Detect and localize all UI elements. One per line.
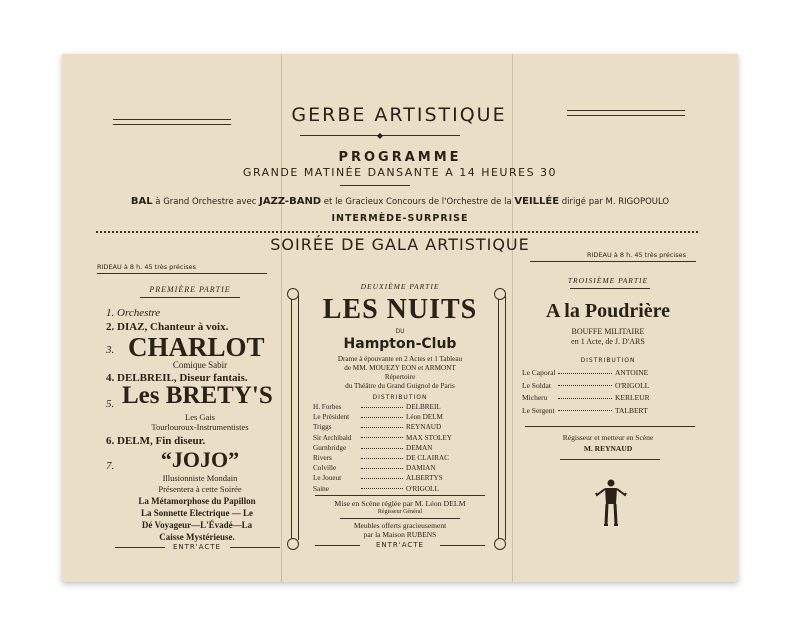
ornament-rule <box>140 297 240 298</box>
play-du: DU <box>395 328 405 335</box>
jazz-band-label: JAZZ-BAND <box>259 196 322 207</box>
act-orchestre: 1. Orchestre <box>106 307 161 319</box>
play-description: de MM. MOUEZY EON et ARMONT <box>344 364 456 372</box>
regie-credit: Régisseur et metteur en Scène <box>562 433 654 442</box>
deuxieme-partie-heading: DEUXIÈME PARTIE <box>360 282 440 291</box>
ornament-rule <box>315 495 485 496</box>
intermede-line: INTERMÈDE-SURPRISE <box>331 213 469 224</box>
cast-role: Rivers <box>313 454 332 462</box>
ornament-rule <box>340 185 410 186</box>
cast-row <box>313 403 441 411</box>
programme-heading: PROGRAMME <box>338 150 462 165</box>
meubles-credit: par la Maison RUBENS <box>363 530 437 539</box>
ornament-rule <box>440 545 485 546</box>
play-description: du Théâtre du Grand Guignol de Paris <box>345 382 455 390</box>
cast-actor: O'RIGOLL <box>615 380 650 390</box>
dotted-leader <box>361 437 403 438</box>
ornament-knob <box>494 538 506 550</box>
act-bretys: Les BRETY'S <box>122 382 273 409</box>
act-jojo: “JOJO” <box>160 447 240 472</box>
cast-actor: REYNAUD <box>406 423 442 432</box>
distribution-heading: DISTRIBUTION <box>372 394 428 401</box>
ornament-rule <box>525 426 695 427</box>
cast-actor: ANTOINE <box>615 368 649 377</box>
bretys-subtitle: Les Gais <box>185 412 215 422</box>
bal-line <box>100 196 700 207</box>
cast-role: Colville <box>313 464 337 473</box>
cast-role: Le Joueur <box>313 474 342 483</box>
ornament-rule <box>567 115 685 116</box>
troisieme-partie-heading: TROISIÈME PARTIE <box>567 276 649 285</box>
butler-figure-icon <box>594 478 628 528</box>
fold-line <box>512 54 513 582</box>
jojo-trick: La Métamorphose du Papillon <box>138 496 256 506</box>
cast-row <box>313 423 441 431</box>
cast-row <box>313 474 443 482</box>
cast-actor: DE CLAIRAC <box>406 454 449 462</box>
ornament-rule <box>567 110 685 111</box>
veillee-label: VEILLÉE <box>514 196 560 207</box>
cast-actor: DELBREIL <box>406 403 441 411</box>
charlot-subtitle: Comique Sabir <box>172 360 228 370</box>
cast-role: Micheru <box>522 393 548 402</box>
mise-en-scene: Mise en Scène réglée par M. Léon DELM <box>334 499 466 508</box>
act-number: 7. <box>106 460 115 472</box>
act-delm: 6. DELM, Fin diseur. <box>106 435 206 447</box>
dotted-leader <box>361 427 403 428</box>
cast-role: Le Sergent <box>522 405 555 415</box>
cast-actor: TALBERT <box>615 405 648 415</box>
bal-text: et le Gracieux Concours de l'Orchestre de la <box>321 197 515 207</box>
act-charlot: CHARLOT <box>128 332 265 362</box>
ornament-diamond: ◆ <box>376 131 384 140</box>
act-number: 5. <box>106 398 115 410</box>
jojo-trick: La Sonnette Electrique — Le <box>141 508 253 518</box>
cast-role: Gurnbridge <box>313 443 347 452</box>
ornament-post <box>291 295 299 540</box>
cast-row <box>313 464 436 472</box>
play-title: A la Poudrière <box>545 300 671 322</box>
cast-row <box>313 454 449 462</box>
cast-row <box>313 485 439 493</box>
ornament-rule <box>97 273 267 274</box>
rideau-time-left: RIDEAU à 8 h. 45 très précises <box>97 263 196 271</box>
ornament-rule <box>340 518 460 519</box>
ornament-rule <box>530 261 696 262</box>
jojo-subtitle: Illusionniste Mondain <box>162 473 238 483</box>
cast-role: Le Caporal <box>522 368 556 377</box>
ornament-knob <box>287 538 299 550</box>
cast-role: Sir Archibald <box>313 433 352 442</box>
jojo-trick: Dé Voyageur—L'Évadé—La <box>141 520 253 530</box>
ornament-rule <box>113 119 231 120</box>
distribution-heading: DISTRIBUTION <box>580 357 636 364</box>
play-subtitle: Hampton-Club <box>343 336 457 352</box>
ornament-rule <box>570 288 650 289</box>
play-description: Drame à épouvante en 2 Actes et 1 Tableau <box>337 355 463 363</box>
cast-role: Saine <box>313 484 329 493</box>
cast-actor: Léon DELM <box>406 413 443 422</box>
cast-row <box>313 444 432 452</box>
cast-role: H. Forbes <box>313 403 342 411</box>
dotted-leader <box>558 373 612 374</box>
soiree-heading: SOIRÉE DE GALA ARTISTIQUE <box>270 235 530 254</box>
dotted-leader <box>558 410 612 411</box>
bretys-subtitle: Tourlouroux-Instrumentistes <box>151 422 249 432</box>
premiere-partie-heading: PREMIÈRE PARTIE <box>149 285 231 294</box>
cast-row <box>522 381 649 390</box>
ornament-rule <box>115 547 165 548</box>
cast-actor: O'RIGOLL <box>406 484 439 493</box>
cast-role: Triggs <box>313 423 332 432</box>
ornament-rule <box>315 545 360 546</box>
dotted-leader <box>361 478 403 479</box>
dotted-leader <box>361 488 403 489</box>
cast-actor: ALBERTYS <box>406 474 443 483</box>
cast-role: Le Président <box>313 413 350 422</box>
dotted-leader <box>361 407 403 408</box>
cast-actor: DEMAN <box>406 443 433 452</box>
page-title: GERBE ARTISTIQUE <box>291 104 507 126</box>
cast-row <box>522 406 648 415</box>
act-number: 3. <box>106 344 115 356</box>
dotted-leader <box>361 448 403 449</box>
dotted-leader <box>558 385 612 386</box>
cast-actor: MAX STOLEY <box>406 433 452 442</box>
jojo-subtitle: Présentera à cette Soirée <box>158 484 242 494</box>
dotted-leader <box>361 417 403 418</box>
act-delbreil: 4. DELBREIL, Diseur fantais. <box>106 372 248 384</box>
bal-text: dirigé par M. RIGOPOULO <box>559 197 670 207</box>
dotted-leader <box>361 458 403 459</box>
dotted-separator <box>96 231 698 233</box>
bal-text: à Grand Orchestre avec <box>152 197 260 207</box>
cast-actor: KERLEUR <box>615 393 650 402</box>
cast-actor: DAMIAN <box>406 464 436 473</box>
matinee-text: GRANDE MATINÉE DANSANTE A 14 HEURES 30 <box>242 166 558 179</box>
cast-row <box>313 413 443 421</box>
ornament-rule <box>113 124 231 125</box>
cast-row <box>522 368 648 377</box>
rideau-time-right: RIDEAU à 8 h. 45 très précises <box>587 251 686 259</box>
jojo-trick: Caisse Mystérieuse. <box>159 532 235 542</box>
cast-role: Le Soldat <box>522 380 551 390</box>
regisseur-general: Régisseur Général <box>377 509 423 515</box>
matinee-line <box>150 166 650 179</box>
play-author: en 1 Acte, de J. D'ARS <box>571 337 645 346</box>
cast-row <box>313 434 452 442</box>
play-title: LES NUITS <box>322 294 478 325</box>
dotted-leader <box>361 468 403 469</box>
ornament-knob <box>287 288 299 300</box>
cast-row <box>522 393 650 402</box>
dotted-leader <box>558 398 612 399</box>
regie-credit: M. REYNAUD <box>583 444 633 453</box>
bal-label: BAL <box>130 196 153 207</box>
ornament-rule <box>230 547 280 548</box>
entracte-label: ENTR'ACTE <box>173 543 221 551</box>
play-genre: BOUFFE MILITAIRE <box>571 327 645 336</box>
ornament-rule <box>560 459 660 460</box>
meubles-credit: Meubles offerts gracieusement <box>353 521 447 530</box>
play-description: Répertoire <box>384 373 416 381</box>
act-diaz: 2. DIAZ, Chanteur à voix. <box>106 321 229 333</box>
entracte-label: ENTR'ACTE <box>376 541 424 549</box>
